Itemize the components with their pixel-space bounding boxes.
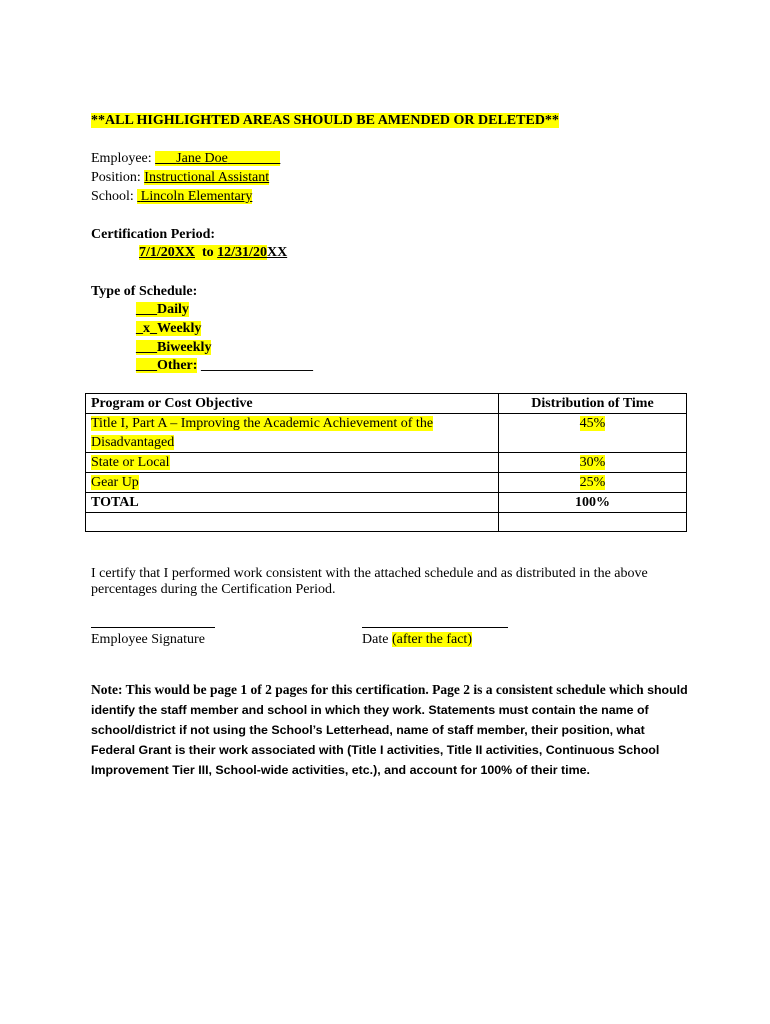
program-text-cont: Disadvantaged [91,435,175,450]
employee-line [91,150,280,168]
schedule-option-daily [136,301,189,319]
distribution-text: 30% [579,455,606,470]
empty-cell [499,513,687,532]
position-value: Instructional Assistant [144,170,270,185]
distribution-text: 25% [579,475,606,490]
note-lead: Note: This would be page 1 of 2 pages for this certification. Page 2 is a consistent schedule which [91,682,644,697]
schedule-type-label: Type of Schedule: [91,284,198,299]
employee-name: Jane Doe [176,151,228,166]
period-end-highlight: 12/31/20 [217,245,267,260]
table-row-empty [86,513,687,532]
header-program: Program or Cost Objective [86,394,499,414]
period-to: to [202,245,214,260]
distribution-cell [499,473,687,493]
table-header-row [86,394,687,414]
table-row-total [86,493,687,513]
date-label-line [362,631,472,649]
employee-value [155,151,280,166]
school-name: Lincoln Elementary [140,189,253,204]
schedule-option-text: _x_Weekly [136,321,202,336]
table-row [86,473,687,493]
time-distribution-table [85,393,687,532]
program-text: Title I, Part A – Improving the Academic Achievement of the [91,416,434,431]
employee-label: Employee: [91,151,152,166]
total-label: TOTAL [86,493,499,513]
date-label: Date [362,632,389,647]
distribution-cell [499,453,687,473]
instruction-banner [91,112,559,130]
school-value [137,189,252,204]
certification-period-value [139,244,287,262]
empty-cell [86,513,499,532]
certification-statement: I certify that I performed work consistent with the attached schedule and as distributed in the above percentages during the Certification Period. [91,566,648,597]
period-end-plain: XX [266,245,288,260]
note-paragraph [91,680,691,780]
banner-text: **ALL HIGHLIGHTED AREAS SHOULD BE AMENDED OR DELETED** [91,113,559,128]
school-label: School: [91,189,134,204]
program-cell [86,414,499,453]
employee-signature-line [91,627,215,628]
employee-signature-label: Employee Signature [91,632,205,647]
distribution-text: 45% [579,416,606,431]
schedule-option-biweekly [136,339,211,357]
schedule-option-weekly [136,320,201,338]
table-row [86,414,687,453]
period-range-highlight [139,245,267,260]
schedule-option-other [136,357,313,375]
position-label: Position: [91,170,141,185]
note-body: should identify the staff member and school in which they work. Statements must contain the name of school/district if not using the School’s Letterhead, name of staff member, their position, what Federal Grant is their work associated with (Title I activities, Title II activities, Continuous School Improvement Tier III, School-wide activities, etc.), and account for 100% of their time. [91,683,688,777]
date-note: (after the fact) [391,632,472,647]
total-value: 100% [499,493,687,513]
certification-period-label: Certification Period: [91,227,216,242]
schedule-option-text: ___Other: [136,358,198,373]
program-cell [86,473,499,493]
program-text: State or Local [91,455,170,470]
position-line [91,169,269,187]
period-start: 7/1/20XX [139,245,195,260]
program-text: Gear Up [91,475,139,490]
table-row [86,453,687,473]
schedule-option-text: ___Biweekly [136,340,212,355]
date-signature-line [362,627,508,628]
other-blank: ________________ [200,358,313,373]
schedule-option-text: ___Daily [136,302,189,317]
distribution-cell [499,414,687,453]
header-distribution: Distribution of Time [499,394,687,414]
school-line [91,188,252,206]
program-cell [86,453,499,473]
